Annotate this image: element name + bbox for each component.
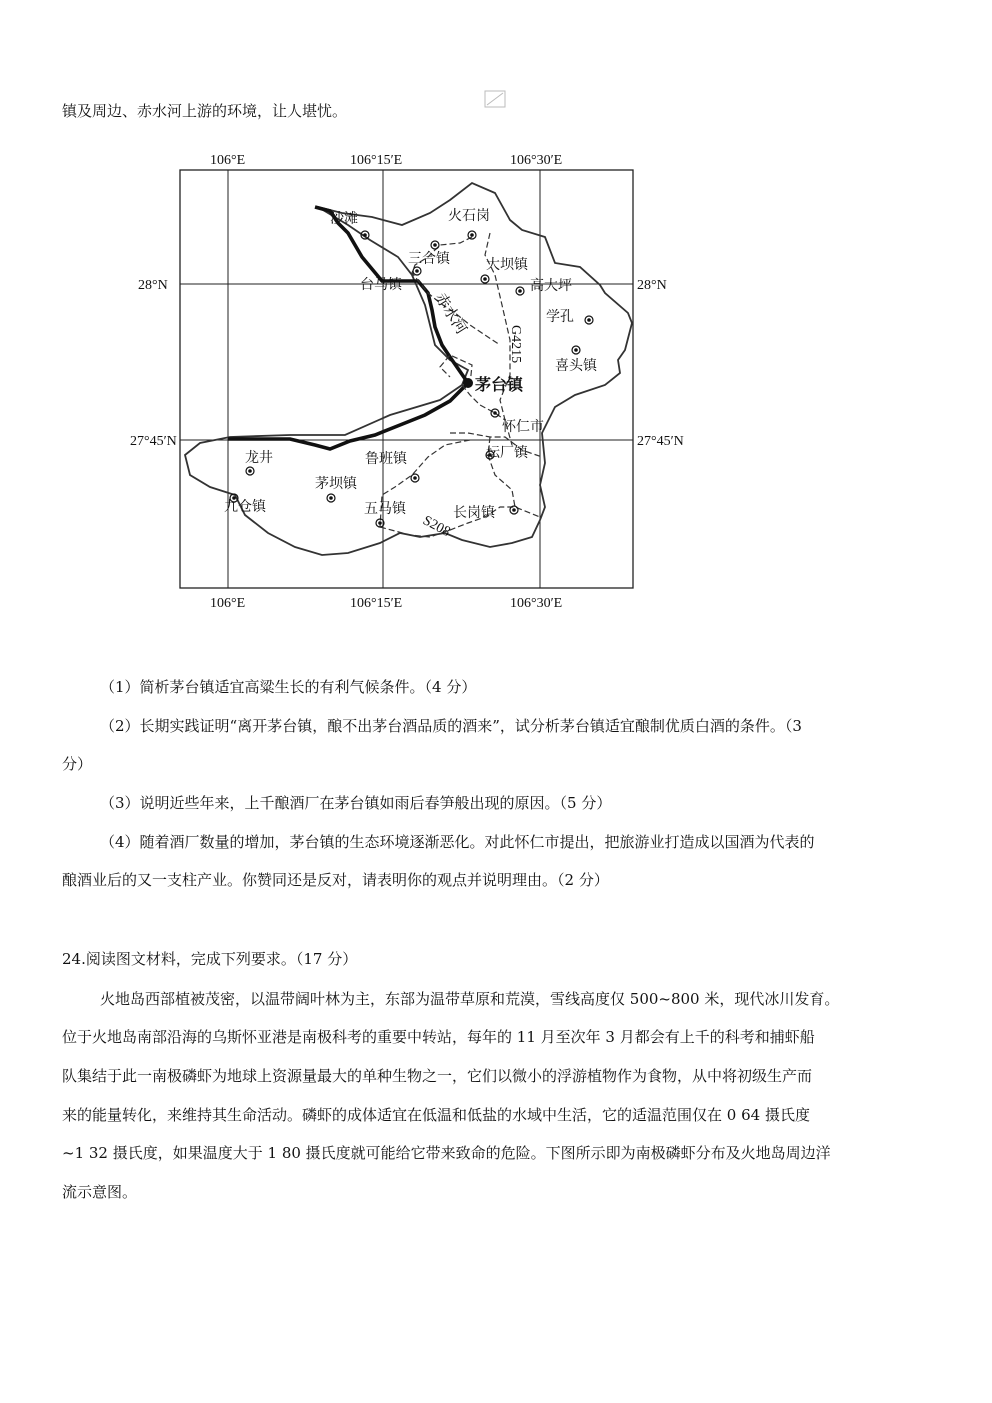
lon-label-106-bottom: 106°E	[210, 596, 246, 611]
place-taima: 台马镇	[360, 277, 402, 293]
map-frame	[180, 170, 633, 588]
lat-label-2745-left: 27°45′N	[130, 434, 177, 449]
place-sanhe: 三合镇	[408, 251, 450, 267]
place-huoshigang: 火石岗	[448, 208, 490, 224]
top-note-text: 镇及周边、赤水河上游的环境，让人堪忧。	[62, 102, 348, 120]
lat-label-2745-right: 27°45′N	[637, 434, 684, 449]
lon-label-10630-bottom: 106°30′E	[510, 596, 563, 611]
broken-image-icon	[484, 90, 506, 108]
q24-paragraph-line2: 位于火地岛南部沿海的乌斯怀亚港是南极科考的重要中转站，每年的 11 月至次年 3 月都会有上千的科考和捕虾船	[62, 1028, 815, 1046]
maotai-marker	[463, 378, 473, 388]
place-huairen: 怀仁市	[502, 419, 544, 435]
place-daba: 大坝镇	[486, 257, 528, 273]
q24-paragraph-line5: ~1 32 摄氏度，如果温度大于 1 80 摄氏度就可能给它带来致命的危险。下图所示即为南极磷虾分布及火地岛周边洋	[62, 1144, 831, 1162]
place-luban: 鲁班镇	[365, 451, 407, 467]
lon-label-10615: 106°15′E	[350, 153, 403, 168]
place-maoba: 茅坝镇	[315, 476, 357, 492]
road-label-s208: S208	[420, 513, 453, 541]
question-2-line2: 分）	[62, 755, 93, 773]
place-shatan: 沙滩	[330, 211, 358, 227]
lon-label-10615-bottom: 106°15′E	[350, 596, 403, 611]
q24-paragraph-line4: 来的能量转化，来维持其生命活动。磷虾的成体适宜在低温和低盐的水域中生活，它的适温范围仅在 0 64 摄氏度	[62, 1106, 810, 1124]
place-maotai: 茅台镇	[475, 375, 524, 394]
place-tanchang: 坛厂镇	[486, 445, 528, 461]
question-1: （1）简析茅台镇适宜高粱生长的有利气候条件。（4 分）	[100, 678, 477, 696]
place-wuma: 五马镇	[364, 501, 406, 517]
question-24-title: 24.阅读图文材料，完成下列要求。（17 分）	[62, 950, 358, 968]
place-changgang: 长岗镇	[453, 505, 495, 521]
q24-paragraph-line3: 队集结于此一南极磷虾为地球上资源量最大的单种生物之一，它们以微小的浮游植物作为食物，从中将初级生产而	[62, 1067, 813, 1085]
lon-label-10630: 106°30′E	[510, 153, 563, 168]
graticule	[180, 170, 633, 588]
q24-paragraph-line6: 流示意图。	[62, 1183, 138, 1201]
place-xitou: 喜头镇	[555, 358, 597, 374]
question-2-line1: （2）长期实践证明“离开茅台镇，酿不出茅台酒品质的酒来”，试分析茅台镇适宜酿制优质白酒的条件。（3	[100, 717, 802, 735]
lon-label-106: 106°E	[210, 153, 246, 168]
lat-label-28-left: 28°N	[138, 278, 168, 293]
place-longjing: 龙井	[245, 450, 273, 466]
place-gaodaping: 高大坪	[530, 278, 572, 294]
road-label-g4215: G4215	[508, 325, 523, 364]
lat-label-28-right: 28°N	[637, 278, 667, 293]
question-4-line1: （4）随着酒厂数量的增加，茅台镇的生态环境逐渐恶化。对此怀仁市提出，把旅游业打造成以国酒为代表的	[100, 833, 815, 851]
question-3: （3）说明近些年来，上千酿酒厂在茅台镇如雨后春笋般出现的原因。（5 分）	[100, 794, 612, 812]
maotai-region-map	[130, 145, 710, 615]
place-xuekong: 学孔	[546, 309, 574, 325]
q24-paragraph-line1: 火地岛西部植被茂密，以温带阔叶林为主，东部为温带草原和荒漠，雪线高度仅 500~800 米，现代冰川发育。	[100, 990, 840, 1008]
question-4-line2: 酿酒业后的又一支柱产业。你赞同还是反对，请表明你的观点并说明理由。（2 分）	[62, 871, 609, 889]
place-jiucang: 九仓镇	[224, 499, 266, 515]
river-label: 赤水河	[431, 289, 471, 338]
